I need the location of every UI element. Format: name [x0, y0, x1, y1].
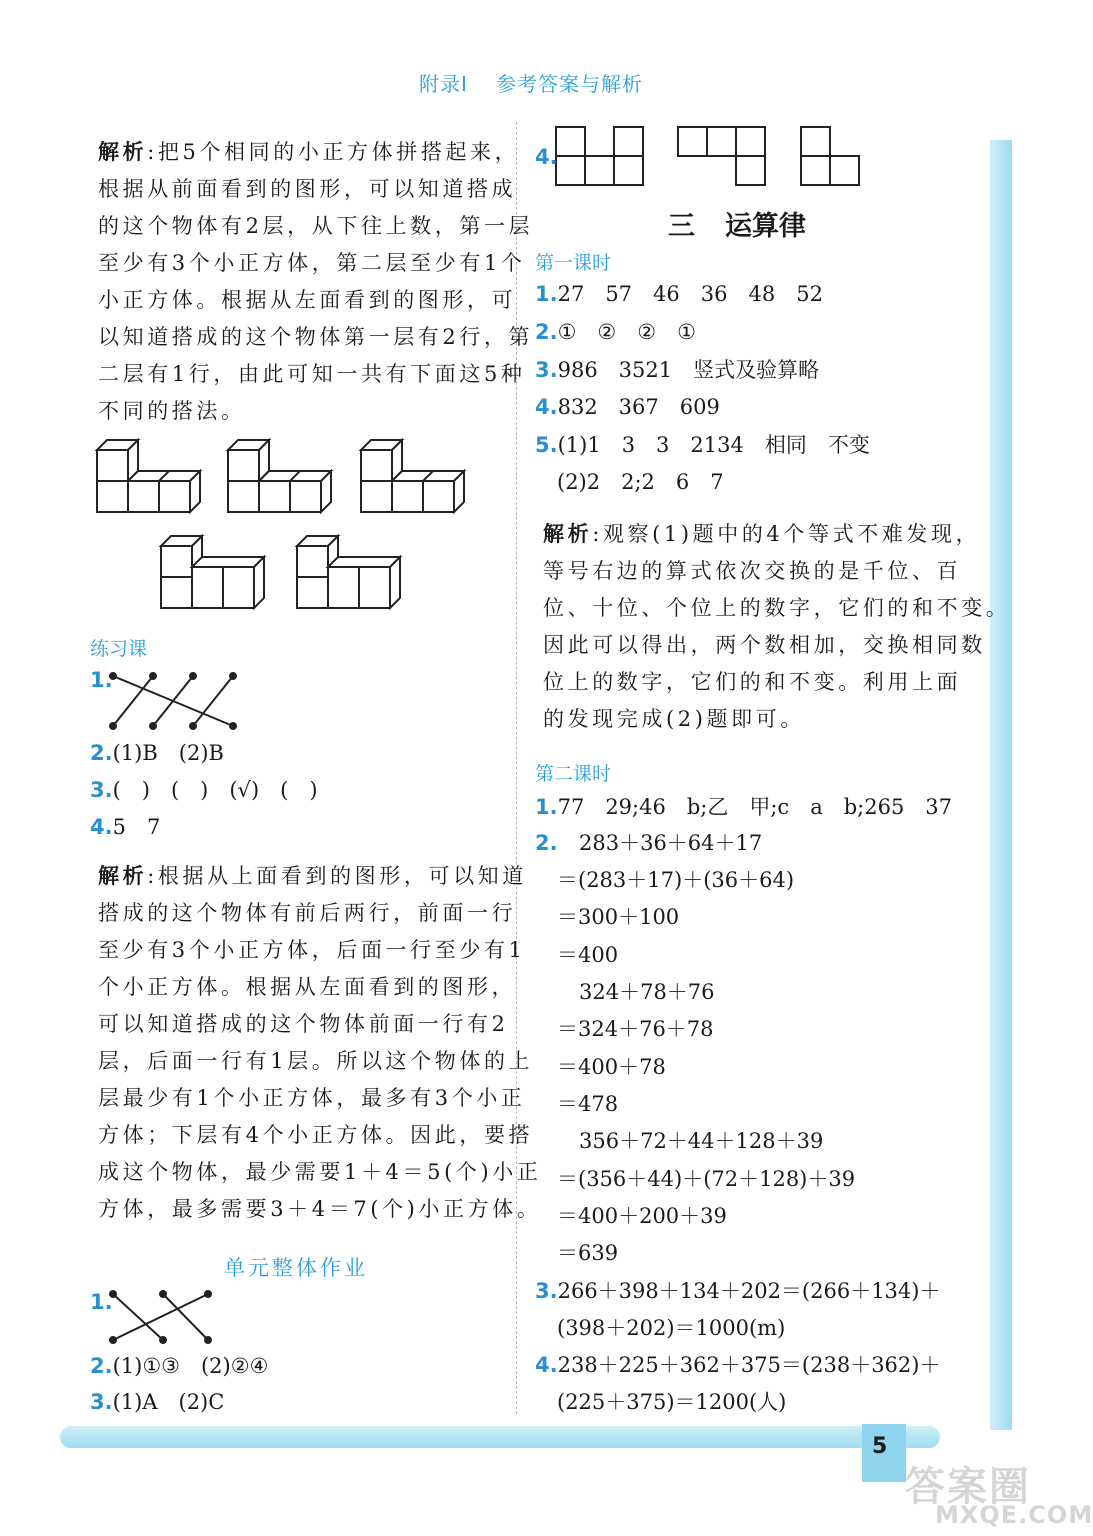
- analysis-line: 至少有3个小正方体，后面一行至少有1: [98, 938, 526, 962]
- lesson1-q4: [535, 397, 720, 418]
- calc-line: 238＋225＋362＋375＝(238＋362)＋: [557, 1353, 941, 1377]
- watermark-top-text: 答案圈: [905, 1464, 1031, 1510]
- watermark-bottom-text: MXQE.COM: [935, 1501, 1093, 1529]
- answer-text: (1)1 3 3 2134 相同 不变: [557, 433, 870, 457]
- answer-text: ( ) ( ) (√) ( ): [112, 778, 318, 802]
- question-3: [90, 780, 318, 801]
- analysis-line: 个小正方体。根据从左面看到的图形，: [98, 975, 517, 999]
- answer-text: (1)B (2)B: [112, 741, 224, 765]
- analysis-line: 的这个物体有2层，从下往上数，第一层: [98, 214, 534, 238]
- answer-text: ① ② ② ①: [557, 320, 696, 344]
- analysis-line: 等号右边的算式依次交换的是千位、百: [543, 559, 962, 583]
- three-views-figures: [556, 127, 859, 185]
- question-number: 2.: [90, 741, 113, 765]
- calc-line: (398＋202)＝1000(m): [557, 1316, 786, 1340]
- question-number: 2.: [535, 831, 558, 855]
- analysis-line: 搭成的这个物体有前后两行，前面一行: [98, 901, 517, 925]
- lesson1-q2: [535, 322, 696, 343]
- analysis-line: 层，后面一行有1层。所以这个物体的上: [98, 1049, 534, 1073]
- calc-line: ＝300＋100: [557, 905, 680, 929]
- lesson2-q3: [535, 1281, 940, 1302]
- analysis-line: 位、十位、个位上的数字，它们的和不变。: [543, 596, 1011, 620]
- analysis-label: 解析: [543, 522, 593, 546]
- chapter-name: 运算律: [725, 211, 806, 242]
- analysis-line: 方体，最多需要3＋4＝7(个)小正方体。: [98, 1197, 542, 1221]
- analysis-line: 可以知道搭成的这个物体前面一行有2: [98, 1012, 509, 1036]
- question-number: 4.: [535, 1353, 558, 1377]
- question-number: 4.: [535, 395, 558, 419]
- question-number: 4.: [535, 145, 558, 169]
- view-left: [678, 127, 765, 185]
- analysis-line: :根据从上面看到的图形，可以知道: [147, 864, 527, 888]
- answer-text: 986 3521 竖式及验算略: [557, 358, 820, 382]
- section-title-lesson1: 第一课时: [535, 252, 612, 274]
- analysis-line: :观察(1)题中的4个等式不难发现，: [592, 522, 981, 546]
- question-number: 4.: [90, 815, 113, 839]
- analysis-label: 解析: [98, 864, 148, 888]
- cube-arrangement-3: [361, 440, 464, 512]
- analysis-line: 二层有1行，由此可知一共有下面这5种: [98, 362, 526, 386]
- analysis-block-2: [98, 858, 541, 1228]
- answer-text: (1)①③ (2)②④: [112, 1354, 269, 1378]
- view-top: [801, 127, 859, 185]
- cube-arrangement-2: [228, 440, 331, 512]
- answer-text: 77 29;46 b;乙 甲;c a b;265 37: [557, 795, 953, 819]
- answer-text: (1)A (2)C: [112, 1390, 225, 1414]
- calc-line: ＝324＋76＋78: [557, 1017, 714, 1041]
- header-appendix: 附录Ⅰ: [419, 72, 468, 96]
- page-number: 5: [872, 1434, 888, 1459]
- calc-line: ＝639: [557, 1241, 619, 1265]
- answer-text: 832 367 609: [557, 395, 720, 419]
- calc-line: ＝400＋78: [557, 1055, 666, 1079]
- analysis-block-3: [543, 516, 1010, 738]
- analysis-line: 位上的数字，它们的和不变。利用上面: [543, 670, 962, 694]
- analysis-line: 小正方体。根据从左面看到的图形，可: [98, 288, 517, 312]
- cube-arrangement-5: [297, 536, 400, 608]
- analysis-line: :把5个相同的小正方体拼搭起来，: [147, 140, 520, 164]
- question-number: 3.: [535, 1279, 558, 1303]
- matching-diagram-unit: [110, 1291, 211, 1343]
- question-number: 1.: [90, 1290, 113, 1314]
- question-number: 1.: [535, 795, 558, 819]
- analysis-line: 至少有3个小正方体，第二层至少有1个: [98, 251, 526, 275]
- question-number: 1.: [535, 282, 558, 306]
- analysis-line: 成这个物体，最少需要1＋4＝5(个)小正: [98, 1160, 542, 1184]
- calc-line: 324＋78＋76: [579, 980, 715, 1004]
- cube-arrangement-4: [161, 536, 264, 608]
- calc-line: ＝400: [557, 943, 619, 967]
- calc-line: ＝478: [557, 1092, 619, 1116]
- unit-question-2: [90, 1356, 268, 1377]
- matching-diagram-practice: [110, 673, 236, 729]
- header-title: 参考答案与解析: [495, 72, 643, 96]
- chapter-number: 三: [668, 211, 695, 242]
- analysis-label: 解析: [98, 140, 148, 164]
- calc-line: ＝(283＋17)＋(36＋64): [557, 868, 795, 892]
- answer-text: 5 7: [112, 815, 161, 839]
- calc-line: 283＋36＋64＋17: [579, 831, 763, 855]
- view-front: [556, 127, 643, 185]
- section-title-practice: 练习课: [90, 638, 148, 660]
- cube-arrangement-1: [97, 440, 200, 512]
- lesson2-q1: [535, 797, 952, 818]
- analysis-line: 的发现完成(2)题即可。: [543, 707, 805, 731]
- question-number: 1.: [90, 668, 113, 692]
- calc-line: 356＋72＋44＋128＋39: [579, 1129, 824, 1153]
- lesson1-q5-part2: [557, 472, 724, 493]
- analysis-line: 不同的搭法。: [98, 399, 246, 423]
- analysis-line: 以知道搭成的这个物体第一层有2行，第: [98, 325, 534, 349]
- question-number: 3.: [90, 778, 113, 802]
- lesson1-q5: [535, 435, 870, 456]
- question-number: 3.: [90, 1390, 113, 1414]
- question-number: 5.: [535, 433, 558, 457]
- question-2: [90, 743, 224, 764]
- analysis-line: 层最少有1个小正方体，最多有3个小正: [98, 1086, 526, 1110]
- lesson1-q3: [535, 360, 819, 381]
- analysis-line: 因此可以得出，两个数相加，交换相同数: [543, 633, 986, 657]
- section-title-unit: 单元整体作业: [224, 1256, 368, 1280]
- analysis-line: 方体；下层有4个小正方体。因此，要搭: [98, 1123, 534, 1147]
- question-number: 3.: [535, 358, 558, 382]
- lesson2-q4: [535, 1355, 940, 1376]
- section-title-lesson2: 第二课时: [535, 763, 612, 785]
- calc-line: (225＋375)＝1200(人): [557, 1390, 787, 1414]
- analysis-line: 根据从前面看到的图形，可以知道搭成: [98, 177, 517, 201]
- unit-question-3: [90, 1392, 224, 1413]
- calc-line: ＝(356＋44)＋(72＋128)＋39: [557, 1167, 856, 1191]
- question-4: [90, 817, 160, 838]
- calc-line: 266＋398＋134＋202＝(266＋134)＋: [557, 1279, 941, 1303]
- lesson1-q1: [535, 284, 823, 305]
- question-number: 2.: [535, 320, 558, 344]
- question-number: 2.: [90, 1354, 113, 1378]
- chapter-title: [668, 204, 806, 243]
- answer-text: 27 57 46 36 48 52: [557, 282, 823, 306]
- calc-line: ＝400＋200＋39: [557, 1204, 727, 1228]
- answer-text: (2)2 2;2 6 7: [557, 470, 724, 494]
